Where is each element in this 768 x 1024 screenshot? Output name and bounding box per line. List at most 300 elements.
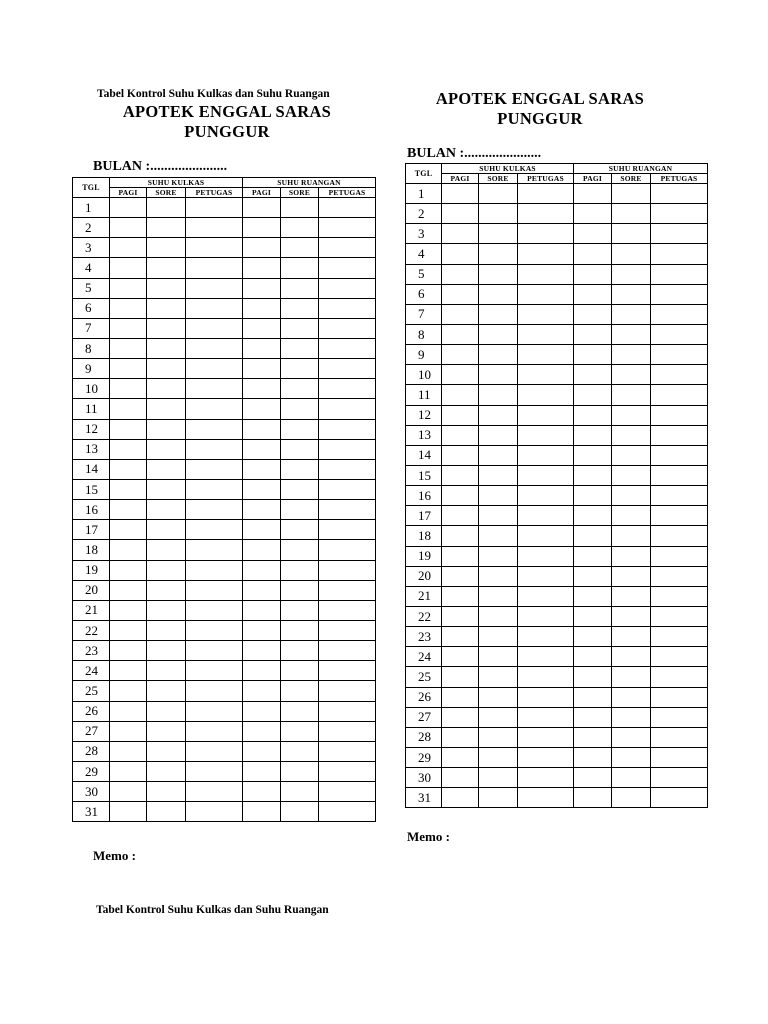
ruangan-petugas-cell[interactable] [319,278,376,298]
kulkas-pagi-cell[interactable] [442,647,479,667]
ruangan-pagi-cell[interactable] [243,701,281,721]
ruangan-petugas-cell[interactable] [651,768,708,788]
kulkas-petugas-cell[interactable] [518,566,574,586]
ruangan-sore-cell[interactable] [612,184,651,204]
kulkas-sore-cell[interactable] [147,318,186,338]
kulkas-pagi-cell[interactable] [110,439,147,459]
kulkas-pagi-cell[interactable] [442,385,479,405]
kulkas-pagi-cell[interactable] [110,580,147,600]
kulkas-pagi-cell[interactable] [442,425,479,445]
kulkas-petugas-cell[interactable] [186,359,243,379]
kulkas-pagi-cell[interactable] [110,802,147,822]
ruangan-petugas-cell[interactable] [319,399,376,419]
kulkas-petugas-cell[interactable] [186,701,243,721]
ruangan-pagi-cell[interactable] [243,620,281,640]
kulkas-petugas-cell[interactable] [518,687,574,707]
ruangan-petugas-cell[interactable] [651,184,708,204]
ruangan-petugas-cell[interactable] [319,318,376,338]
ruangan-petugas-cell[interactable] [651,385,708,405]
ruangan-pagi-cell[interactable] [243,298,281,318]
ruangan-pagi-cell[interactable] [243,641,281,661]
ruangan-sore-cell[interactable] [612,546,651,566]
kulkas-sore-cell[interactable] [479,264,518,284]
kulkas-pagi-cell[interactable] [110,520,147,540]
kulkas-petugas-cell[interactable] [186,782,243,802]
ruangan-petugas-cell[interactable] [651,244,708,264]
kulkas-petugas-cell[interactable] [186,741,243,761]
ruangan-petugas-cell[interactable] [319,721,376,741]
kulkas-pagi-cell[interactable] [442,788,479,808]
kulkas-sore-cell[interactable] [479,506,518,526]
kulkas-petugas-cell[interactable] [186,379,243,399]
ruangan-pagi-cell[interactable] [243,218,281,238]
ruangan-sore-cell[interactable] [281,238,319,258]
kulkas-petugas-cell[interactable] [186,318,243,338]
ruangan-sore-cell[interactable] [612,405,651,425]
ruangan-petugas-cell[interactable] [319,701,376,721]
kulkas-petugas-cell[interactable] [518,647,574,667]
ruangan-sore-cell[interactable] [281,298,319,318]
kulkas-petugas-cell[interactable] [518,184,574,204]
kulkas-pagi-cell[interactable] [110,641,147,661]
kulkas-pagi-cell[interactable] [442,546,479,566]
kulkas-petugas-cell[interactable] [518,788,574,808]
ruangan-petugas-cell[interactable] [651,264,708,284]
kulkas-petugas-cell[interactable] [186,218,243,238]
ruangan-petugas-cell[interactable] [319,600,376,620]
ruangan-petugas-cell[interactable] [319,419,376,439]
ruangan-petugas-cell[interactable] [651,647,708,667]
ruangan-petugas-cell[interactable] [319,439,376,459]
kulkas-sore-cell[interactable] [147,721,186,741]
ruangan-petugas-cell[interactable] [651,405,708,425]
ruangan-pagi-cell[interactable] [574,606,612,626]
kulkas-pagi-cell[interactable] [442,627,479,647]
ruangan-pagi-cell[interactable] [243,379,281,399]
kulkas-sore-cell[interactable] [479,365,518,385]
kulkas-petugas-cell[interactable] [518,768,574,788]
kulkas-petugas-cell[interactable] [186,802,243,822]
ruangan-pagi-cell[interactable] [243,580,281,600]
kulkas-petugas-cell[interactable] [518,526,574,546]
kulkas-petugas-cell[interactable] [186,560,243,580]
ruangan-pagi-cell[interactable] [574,284,612,304]
kulkas-sore-cell[interactable] [479,546,518,566]
ruangan-pagi-cell[interactable] [574,768,612,788]
ruangan-sore-cell[interactable] [281,620,319,640]
ruangan-petugas-cell[interactable] [651,486,708,506]
kulkas-petugas-cell[interactable] [186,620,243,640]
ruangan-petugas-cell[interactable] [319,258,376,278]
kulkas-sore-cell[interactable] [147,238,186,258]
ruangan-sore-cell[interactable] [612,486,651,506]
kulkas-sore-cell[interactable] [147,399,186,419]
ruangan-petugas-cell[interactable] [319,218,376,238]
kulkas-sore-cell[interactable] [147,479,186,499]
kulkas-sore-cell[interactable] [147,540,186,560]
ruangan-petugas-cell[interactable] [651,365,708,385]
kulkas-pagi-cell[interactable] [442,345,479,365]
ruangan-petugas-cell[interactable] [651,324,708,344]
kulkas-pagi-cell[interactable] [110,761,147,781]
kulkas-sore-cell[interactable] [147,661,186,681]
kulkas-pagi-cell[interactable] [110,359,147,379]
kulkas-sore-cell[interactable] [479,204,518,224]
ruangan-petugas-cell[interactable] [651,687,708,707]
ruangan-pagi-cell[interactable] [574,546,612,566]
kulkas-pagi-cell[interactable] [442,365,479,385]
ruangan-pagi-cell[interactable] [243,681,281,701]
ruangan-sore-cell[interactable] [281,782,319,802]
kulkas-sore-cell[interactable] [479,586,518,606]
kulkas-petugas-cell[interactable] [518,365,574,385]
ruangan-sore-cell[interactable] [281,520,319,540]
ruangan-sore-cell[interactable] [281,802,319,822]
kulkas-sore-cell[interactable] [147,439,186,459]
ruangan-sore-cell[interactable] [612,707,651,727]
kulkas-pagi-cell[interactable] [442,506,479,526]
kulkas-sore-cell[interactable] [147,459,186,479]
ruangan-sore-cell[interactable] [281,359,319,379]
ruangan-pagi-cell[interactable] [574,747,612,767]
ruangan-petugas-cell[interactable] [651,304,708,324]
ruangan-sore-cell[interactable] [612,747,651,767]
ruangan-petugas-cell[interactable] [651,586,708,606]
kulkas-pagi-cell[interactable] [442,727,479,747]
right-bulan-field[interactable]: BULAN :...................... [407,146,542,161]
kulkas-pagi-cell[interactable] [442,566,479,586]
ruangan-petugas-cell[interactable] [319,661,376,681]
ruangan-pagi-cell[interactable] [574,385,612,405]
ruangan-sore-cell[interactable] [612,365,651,385]
ruangan-sore-cell[interactable] [281,741,319,761]
kulkas-sore-cell[interactable] [479,244,518,264]
kulkas-pagi-cell[interactable] [110,198,147,218]
ruangan-pagi-cell[interactable] [574,264,612,284]
ruangan-pagi-cell[interactable] [574,345,612,365]
ruangan-petugas-cell[interactable] [651,204,708,224]
kulkas-pagi-cell[interactable] [442,304,479,324]
kulkas-sore-cell[interactable] [479,304,518,324]
ruangan-petugas-cell[interactable] [651,727,708,747]
kulkas-petugas-cell[interactable] [518,304,574,324]
kulkas-petugas-cell[interactable] [186,238,243,258]
ruangan-pagi-cell[interactable] [243,560,281,580]
ruangan-sore-cell[interactable] [612,667,651,687]
ruangan-pagi-cell[interactable] [243,439,281,459]
ruangan-petugas-cell[interactable] [319,520,376,540]
ruangan-petugas-cell[interactable] [651,526,708,546]
ruangan-sore-cell[interactable] [281,681,319,701]
ruangan-sore-cell[interactable] [612,687,651,707]
ruangan-sore-cell[interactable] [281,560,319,580]
kulkas-pagi-cell[interactable] [110,479,147,499]
left-bulan-field[interactable]: BULAN :...................... [93,159,228,174]
kulkas-petugas-cell[interactable] [186,258,243,278]
ruangan-pagi-cell[interactable] [574,788,612,808]
ruangan-petugas-cell[interactable] [651,667,708,687]
kulkas-petugas-cell[interactable] [518,747,574,767]
kulkas-sore-cell[interactable] [147,741,186,761]
kulkas-petugas-cell[interactable] [518,465,574,485]
kulkas-petugas-cell[interactable] [518,486,574,506]
ruangan-sore-cell[interactable] [612,647,651,667]
ruangan-pagi-cell[interactable] [574,365,612,385]
kulkas-petugas-cell[interactable] [518,405,574,425]
kulkas-sore-cell[interactable] [147,620,186,640]
kulkas-pagi-cell[interactable] [442,224,479,244]
kulkas-sore-cell[interactable] [479,627,518,647]
kulkas-petugas-cell[interactable] [518,586,574,606]
ruangan-sore-cell[interactable] [281,721,319,741]
kulkas-sore-cell[interactable] [147,278,186,298]
kulkas-petugas-cell[interactable] [518,345,574,365]
kulkas-pagi-cell[interactable] [110,419,147,439]
kulkas-pagi-cell[interactable] [110,701,147,721]
kulkas-sore-cell[interactable] [479,526,518,546]
ruangan-petugas-cell[interactable] [319,560,376,580]
ruangan-pagi-cell[interactable] [243,258,281,278]
kulkas-pagi-cell[interactable] [442,606,479,626]
ruangan-pagi-cell[interactable] [574,465,612,485]
kulkas-pagi-cell[interactable] [110,338,147,358]
kulkas-pagi-cell[interactable] [442,768,479,788]
ruangan-sore-cell[interactable] [612,204,651,224]
kulkas-pagi-cell[interactable] [442,465,479,485]
kulkas-pagi-cell[interactable] [442,526,479,546]
ruangan-sore-cell[interactable] [612,425,651,445]
kulkas-sore-cell[interactable] [147,218,186,238]
ruangan-petugas-cell[interactable] [319,238,376,258]
kulkas-sore-cell[interactable] [479,707,518,727]
kulkas-pagi-cell[interactable] [442,184,479,204]
ruangan-sore-cell[interactable] [281,661,319,681]
kulkas-petugas-cell[interactable] [518,425,574,445]
kulkas-petugas-cell[interactable] [518,284,574,304]
ruangan-pagi-cell[interactable] [574,566,612,586]
kulkas-sore-cell[interactable] [147,560,186,580]
kulkas-sore-cell[interactable] [147,419,186,439]
kulkas-pagi-cell[interactable] [110,298,147,318]
ruangan-pagi-cell[interactable] [574,304,612,324]
kulkas-petugas-cell[interactable] [518,204,574,224]
ruangan-sore-cell[interactable] [281,258,319,278]
ruangan-pagi-cell[interactable] [243,278,281,298]
kulkas-pagi-cell[interactable] [110,399,147,419]
ruangan-sore-cell[interactable] [612,627,651,647]
kulkas-sore-cell[interactable] [479,224,518,244]
ruangan-sore-cell[interactable] [281,580,319,600]
ruangan-sore-cell[interactable] [612,788,651,808]
ruangan-petugas-cell[interactable] [651,788,708,808]
kulkas-pagi-cell[interactable] [110,238,147,258]
kulkas-pagi-cell[interactable] [442,747,479,767]
ruangan-petugas-cell[interactable] [651,566,708,586]
kulkas-pagi-cell[interactable] [110,600,147,620]
ruangan-pagi-cell[interactable] [574,526,612,546]
ruangan-pagi-cell[interactable] [243,540,281,560]
ruangan-petugas-cell[interactable] [319,620,376,640]
ruangan-sore-cell[interactable] [612,324,651,344]
ruangan-petugas-cell[interactable] [319,741,376,761]
ruangan-sore-cell[interactable] [612,284,651,304]
kulkas-sore-cell[interactable] [479,566,518,586]
kulkas-pagi-cell[interactable] [110,500,147,520]
ruangan-pagi-cell[interactable] [574,405,612,425]
ruangan-pagi-cell[interactable] [574,667,612,687]
kulkas-sore-cell[interactable] [147,520,186,540]
ruangan-sore-cell[interactable] [281,500,319,520]
kulkas-sore-cell[interactable] [479,647,518,667]
kulkas-sore-cell[interactable] [147,500,186,520]
kulkas-pagi-cell[interactable] [442,667,479,687]
ruangan-petugas-cell[interactable] [651,627,708,647]
ruangan-pagi-cell[interactable] [243,520,281,540]
ruangan-pagi-cell[interactable] [243,741,281,761]
ruangan-pagi-cell[interactable] [574,445,612,465]
kulkas-petugas-cell[interactable] [186,419,243,439]
ruangan-sore-cell[interactable] [281,278,319,298]
kulkas-petugas-cell[interactable] [186,600,243,620]
ruangan-sore-cell[interactable] [281,399,319,419]
ruangan-sore-cell[interactable] [281,600,319,620]
kulkas-sore-cell[interactable] [147,298,186,318]
ruangan-pagi-cell[interactable] [574,647,612,667]
ruangan-petugas-cell[interactable] [319,580,376,600]
ruangan-pagi-cell[interactable] [243,721,281,741]
ruangan-sore-cell[interactable] [612,264,651,284]
kulkas-pagi-cell[interactable] [110,560,147,580]
kulkas-petugas-cell[interactable] [518,667,574,687]
ruangan-sore-cell[interactable] [281,540,319,560]
kulkas-petugas-cell[interactable] [186,459,243,479]
ruangan-pagi-cell[interactable] [574,586,612,606]
kulkas-pagi-cell[interactable] [442,324,479,344]
ruangan-pagi-cell[interactable] [574,506,612,526]
ruangan-sore-cell[interactable] [281,419,319,439]
kulkas-petugas-cell[interactable] [518,707,574,727]
kulkas-petugas-cell[interactable] [186,580,243,600]
ruangan-petugas-cell[interactable] [651,284,708,304]
ruangan-pagi-cell[interactable] [243,600,281,620]
ruangan-petugas-cell[interactable] [651,465,708,485]
ruangan-pagi-cell[interactable] [243,338,281,358]
ruangan-sore-cell[interactable] [612,606,651,626]
ruangan-petugas-cell[interactable] [319,359,376,379]
kulkas-petugas-cell[interactable] [186,278,243,298]
ruangan-petugas-cell[interactable] [651,445,708,465]
ruangan-petugas-cell[interactable] [319,298,376,318]
ruangan-petugas-cell[interactable] [651,606,708,626]
kulkas-sore-cell[interactable] [479,465,518,485]
ruangan-sore-cell[interactable] [612,506,651,526]
ruangan-sore-cell[interactable] [612,586,651,606]
ruangan-sore-cell[interactable] [612,566,651,586]
ruangan-sore-cell[interactable] [281,198,319,218]
kulkas-sore-cell[interactable] [147,641,186,661]
kulkas-pagi-cell[interactable] [110,459,147,479]
kulkas-pagi-cell[interactable] [442,586,479,606]
kulkas-sore-cell[interactable] [479,747,518,767]
ruangan-petugas-cell[interactable] [651,345,708,365]
ruangan-sore-cell[interactable] [612,244,651,264]
kulkas-pagi-cell[interactable] [110,721,147,741]
kulkas-petugas-cell[interactable] [186,479,243,499]
kulkas-pagi-cell[interactable] [110,218,147,238]
ruangan-pagi-cell[interactable] [243,479,281,499]
ruangan-petugas-cell[interactable] [319,540,376,560]
kulkas-sore-cell[interactable] [479,425,518,445]
ruangan-pagi-cell[interactable] [243,761,281,781]
kulkas-pagi-cell[interactable] [442,445,479,465]
ruangan-pagi-cell[interactable] [243,661,281,681]
ruangan-petugas-cell[interactable] [319,641,376,661]
kulkas-petugas-cell[interactable] [518,445,574,465]
ruangan-pagi-cell[interactable] [243,238,281,258]
kulkas-pagi-cell[interactable] [110,318,147,338]
kulkas-sore-cell[interactable] [147,600,186,620]
ruangan-petugas-cell[interactable] [319,379,376,399]
ruangan-sore-cell[interactable] [612,465,651,485]
kulkas-pagi-cell[interactable] [110,278,147,298]
ruangan-sore-cell[interactable] [281,479,319,499]
ruangan-sore-cell[interactable] [612,304,651,324]
kulkas-sore-cell[interactable] [479,606,518,626]
kulkas-sore-cell[interactable] [147,681,186,701]
kulkas-sore-cell[interactable] [147,782,186,802]
ruangan-sore-cell[interactable] [612,768,651,788]
ruangan-sore-cell[interactable] [281,641,319,661]
kulkas-petugas-cell[interactable] [518,385,574,405]
kulkas-sore-cell[interactable] [479,324,518,344]
kulkas-sore-cell[interactable] [147,761,186,781]
ruangan-sore-cell[interactable] [281,701,319,721]
ruangan-sore-cell[interactable] [281,218,319,238]
kulkas-sore-cell[interactable] [479,788,518,808]
kulkas-petugas-cell[interactable] [518,606,574,626]
kulkas-sore-cell[interactable] [479,184,518,204]
kulkas-pagi-cell[interactable] [442,204,479,224]
ruangan-pagi-cell[interactable] [574,184,612,204]
kulkas-sore-cell[interactable] [479,687,518,707]
kulkas-sore-cell[interactable] [479,486,518,506]
ruangan-pagi-cell[interactable] [243,802,281,822]
ruangan-pagi-cell[interactable] [243,359,281,379]
kulkas-sore-cell[interactable] [479,345,518,365]
kulkas-pagi-cell[interactable] [442,707,479,727]
ruangan-sore-cell[interactable] [281,761,319,781]
ruangan-pagi-cell[interactable] [574,627,612,647]
ruangan-sore-cell[interactable] [281,379,319,399]
ruangan-pagi-cell[interactable] [243,500,281,520]
kulkas-sore-cell[interactable] [147,359,186,379]
ruangan-petugas-cell[interactable] [319,198,376,218]
kulkas-petugas-cell[interactable] [518,727,574,747]
kulkas-petugas-cell[interactable] [518,506,574,526]
kulkas-pagi-cell[interactable] [110,540,147,560]
kulkas-petugas-cell[interactable] [518,546,574,566]
kulkas-pagi-cell[interactable] [110,379,147,399]
kulkas-sore-cell[interactable] [147,802,186,822]
ruangan-petugas-cell[interactable] [651,506,708,526]
ruangan-pagi-cell[interactable] [574,707,612,727]
ruangan-pagi-cell[interactable] [574,224,612,244]
ruangan-sore-cell[interactable] [612,526,651,546]
kulkas-pagi-cell[interactable] [442,264,479,284]
ruangan-petugas-cell[interactable] [319,459,376,479]
kulkas-pagi-cell[interactable] [442,405,479,425]
kulkas-pagi-cell[interactable] [110,782,147,802]
